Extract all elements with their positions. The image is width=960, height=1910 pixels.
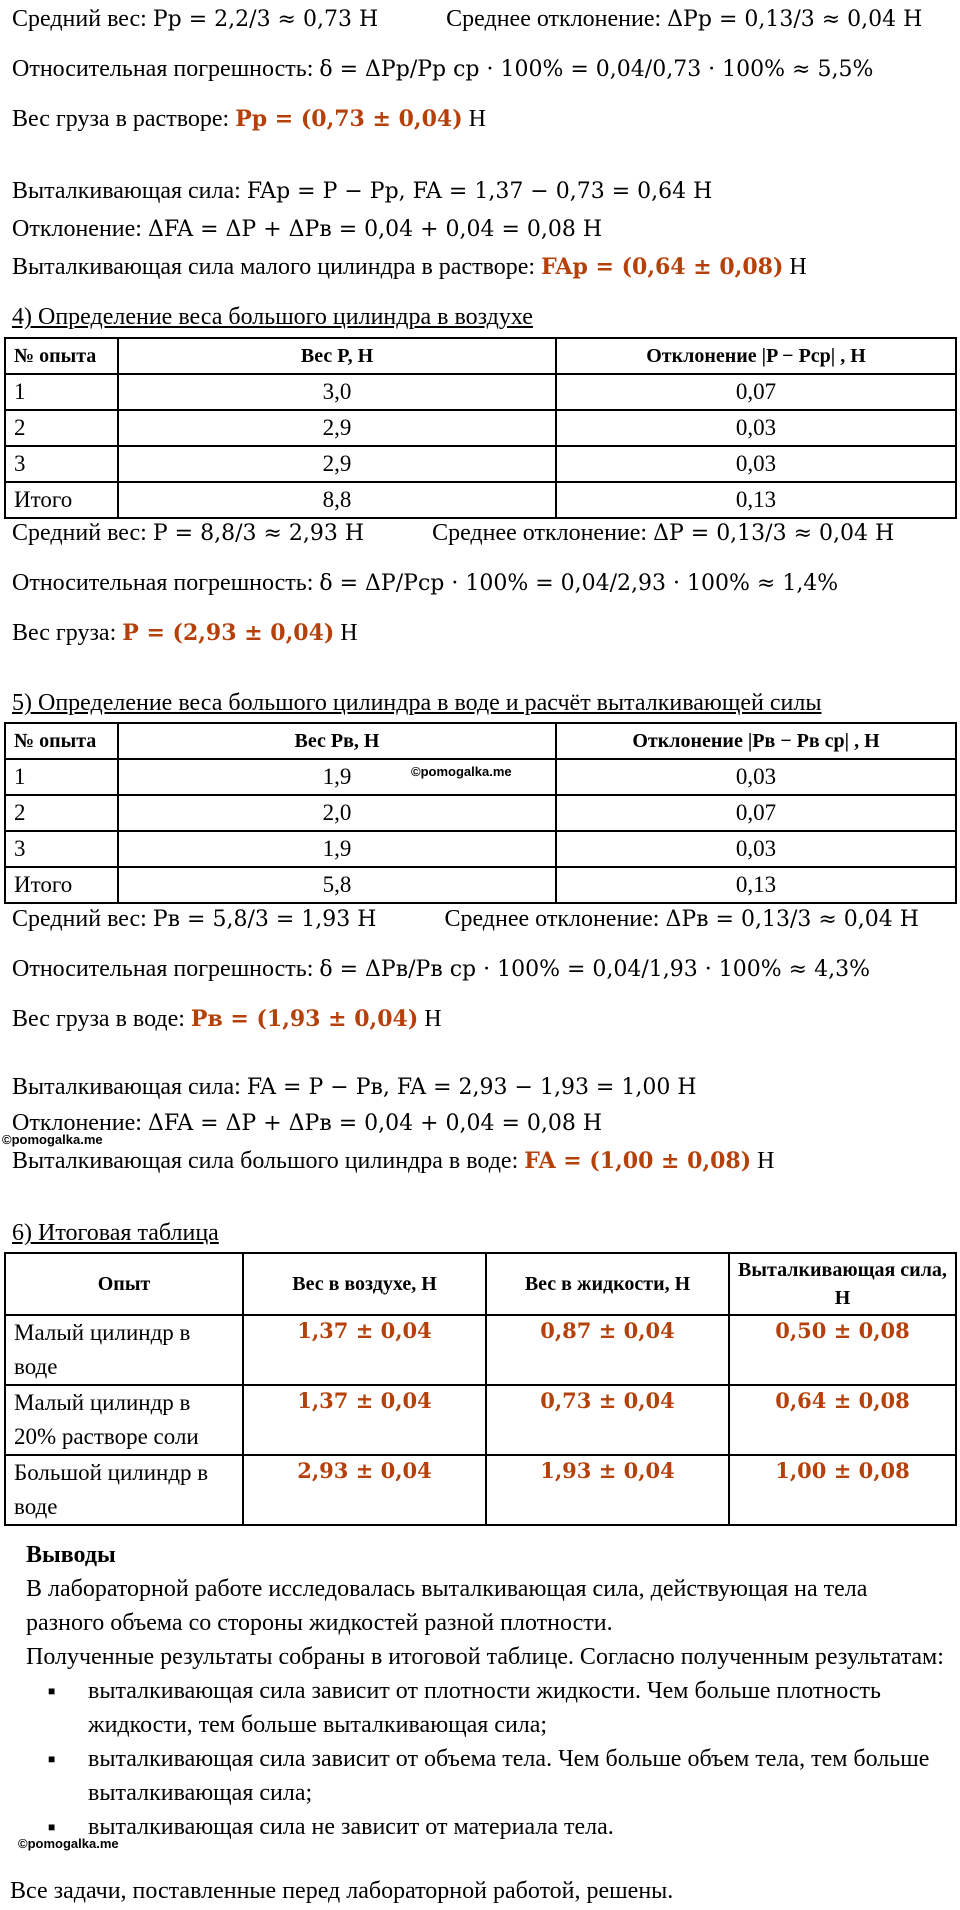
result-line-air: Вес груза: P = (2,93 ± 0,04) Н xyxy=(12,620,358,646)
table-header-row: Опыт Вес в воздухе, Н Вес в жидкости, Н Выталкивающая сила, Н xyxy=(5,1253,956,1315)
table-row: Большой цилиндр в воде 2,93 ± 0,04 1,93 ± 0,04 1,00 ± 0,08 xyxy=(5,1455,956,1525)
table-row: 2 2,9 0,03 xyxy=(5,410,956,446)
watermark: ©pomogalka.me xyxy=(18,1836,119,1851)
buoyant-force-line-water: Выталкивающая сила: FA = P − Pв, FA = 2,93 − 1,93 = 1,00 Н xyxy=(12,1074,697,1100)
section5-heading: 5) Определение веса большого цилиндра в воде и расчёт выталкивающей силы xyxy=(12,690,822,716)
relative-error-line-solution: Относительная погрешность: δ = ΔPр/Pр ср · 100% = 0,04/0,73 · 100% ≈ 5,5% xyxy=(12,56,874,82)
table-row: 3 1,9 0,03 xyxy=(5,831,956,867)
section4-table xyxy=(4,337,957,519)
conclusions-paragraph: Полученные результаты собраны в итоговой таблице. Согласно полученным результатам: xyxy=(26,1644,944,1670)
result-line-water: Вес груза в воде: Pв = (1,93 ± 0,04) Н xyxy=(12,1006,442,1032)
section4-heading: 4) Определение веса большого цилиндра в воздухе xyxy=(12,304,533,330)
table-header-row: № опыта Вес Pв, Н Отклонение |Pв − Pв ср| , Н xyxy=(5,723,956,759)
table-row: 2 2,0 0,07 xyxy=(5,795,956,831)
list-item: ■ выталкивающая сила зависит от объема тела. Чем больше объем тела, тем больше выталкивающая сила; xyxy=(88,1742,946,1810)
mean-weight-line-air: Средний вес: P = 8,8/3 ≈ 2,93 Н Среднее отклонение: ΔP = 0,13/3 ≈ 0,04 Н xyxy=(12,520,895,546)
table-row: Итого 8,8 0,13 xyxy=(5,482,956,518)
deviation-line-solution: Отклонение: ΔFA = ΔP + ΔPв = 0,04 + 0,04 = 0,08 Н xyxy=(12,216,603,242)
watermark: ©pomogalka.me xyxy=(411,764,512,779)
mean-weight-line-water: Средний вес: Pв = 5,8/3 = 1,93 Н Среднее отклонение: ΔPв = 0,13/3 ≈ 0,04 Н xyxy=(12,906,919,932)
result-line-solution: Вес груза в растворе: Pр = (0,73 ± 0,04) Н xyxy=(12,106,486,132)
deviation-line-water: Отклонение: ΔFA = ΔP + ΔPв = 0,04 + 0,04 = 0,08 Н xyxy=(12,1110,603,1136)
table-row: 1 1,9 0,03 xyxy=(5,759,956,795)
list-item: ■ выталкивающая сила зависит от плотности жидкости. Чем больше плотность жидкости, тем больше выталкивающая сила; xyxy=(88,1674,946,1742)
table-row: 1 3,0 0,07 xyxy=(5,374,956,410)
conclusions-list xyxy=(26,1674,946,1844)
force-result-line-water: Выталкивающая сила большого цилиндра в воде: FA = (1,00 ± 0,08) Н xyxy=(12,1148,775,1174)
conclusions-paragraph: В лабораторной работе исследовалась выталкивающая сила, действующая на тела разного объема со стороны жидкостей разной плотности. xyxy=(26,1576,868,1636)
watermark: ©pomogalka.me xyxy=(2,1132,103,1147)
conclusions-title: Выводы xyxy=(26,1542,116,1568)
section6-heading: 6) Итоговая таблица xyxy=(12,1220,219,1246)
list-item: ■ выталкивающая сила не зависит от материала тела. xyxy=(88,1810,946,1844)
summary-table xyxy=(4,1252,957,1526)
final-statement: Все задачи, поставленные перед лабораторной работой, решены. xyxy=(10,1878,674,1904)
buoyant-force-line-solution: Выталкивающая сила: FAр = P − Pр, FA = 1,37 − 0,73 = 0,64 Н xyxy=(12,178,713,204)
table-row: Малый цилиндр в 20% растворе соли 1,37 ± 0,04 0,73 ± 0,04 0,64 ± 0,08 xyxy=(5,1385,956,1455)
table-header-row: № опыта Вес P, Н Отклонение |P − Pср| , Н xyxy=(5,338,956,374)
table-row: Малый цилиндр в воде 1,37 ± 0,04 0,87 ± 0,04 0,50 ± 0,08 xyxy=(5,1315,956,1385)
section5-table xyxy=(4,722,957,904)
conclusions-block xyxy=(26,1538,946,1844)
relative-error-line-air: Относительная погрешность: δ = ΔP/Pср · 100% = 0,04/2,93 · 100% ≈ 1,4% xyxy=(12,570,839,596)
mean-weight-line-solution: Средний вес: Pр = 2,2/3 ≈ 0,73 Н Среднее отклонение: ΔPр = 0,13/3 ≈ 0,04 Н xyxy=(12,6,923,32)
table-row: Итого 5,8 0,13 xyxy=(5,867,956,903)
force-result-line-solution: Выталкивающая сила малого цилиндра в растворе: FAр = (0,64 ± 0,08) Н xyxy=(12,254,807,280)
relative-error-line-water: Относительная погрешность: δ = ΔPв/Pв ср · 100% = 0,04/1,93 · 100% ≈ 4,3% xyxy=(12,956,870,982)
table-row: 3 2,9 0,03 xyxy=(5,446,956,482)
